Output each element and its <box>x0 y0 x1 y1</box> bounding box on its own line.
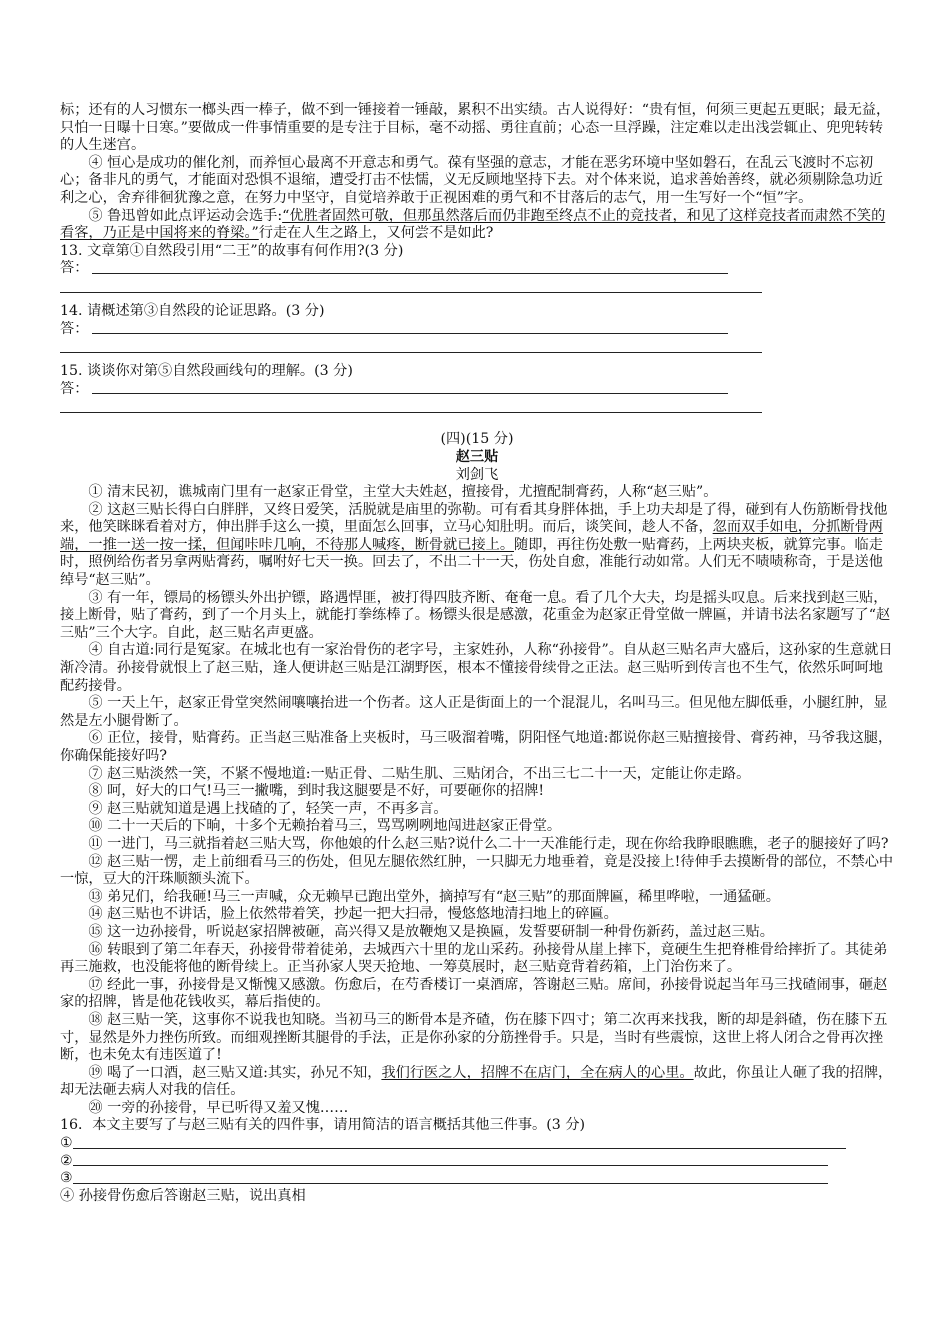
answer-label: ① <box>60 1135 73 1152</box>
question-15: 15. 谈谈你对第⑤自然段画线句的理解。(3 分) <box>60 363 353 380</box>
story-paragraph-9: ⑨ 赵三贴就知道是遇上找碴的了，轻笑一声，不再多言。 <box>88 800 448 817</box>
answer-label: 答： <box>60 260 89 277</box>
story-paragraph-11: ⑪ 一进门，马三就指着赵三贴大骂，你他娘的什么赵三贴?说什么二十一天准能行走，现在你给我睁眼瞧瞧，老子的腿接好了吗? <box>88 835 889 852</box>
answer-line[interactable] <box>73 1148 846 1149</box>
answer-line[interactable] <box>92 273 728 274</box>
answer-line[interactable] <box>92 393 728 394</box>
story-paragraph-8: ⑧ 呵，好大的口气!马三一撇嘴，到时我这腿要是不好，可要砸你的招牌! <box>88 783 545 800</box>
story-paragraph-12: ⑫ 赵三贴一愣，走上前细看马三的伤处，但见左腿依然红肿，一只脚无力地垂着，竟是没接上!待伸手去摸断骨的部位，不禁心中一惊，豆大的汗珠顺额头流下。 <box>60 853 894 888</box>
passage-paragraph-4: ④ 恒心是成功的催化剂，而养恒心最离不开意志和勇气。葆有坚强的意志，才能在恶劣环境中坚如磐石，在乱云飞渡时不忘初心；备非凡的勇气，才能面对恐惧不退缩，遭受打击不怯懦，义无反顾地坚持下去。对个体来说，追求善始善终，就必须剔除急功近利之心，舍弃徘徊犹豫之意，在努力中坚守，自觉培养敢于正视困难的勇气和不甘落后的志气，用一生写好一个“恒”字。 <box>60 154 883 206</box>
paragraph-19-tail: 故此，你虽让人砸了我的招牌，却无法砸去病人对我的信任。 <box>60 1064 893 1099</box>
paragraph-2-tail: 随即，再往伤处敷一贴膏药，上两块夹板，就算完事。临走时，照例给伤者另拿两贴膏药，嘱咐好七天一换。回去了，不出二十一天，伤处自愈，准能行动如常。人们无不啧啧称奇，于是送他绰号“赵三贴”。 <box>60 536 883 589</box>
answer-label: ② <box>60 1152 73 1169</box>
answer-line[interactable] <box>73 1183 828 1184</box>
story-paragraph-17: ⑰ 经此一事，孙接骨是又惭愧又感激。伤愈后，在芍香楼订一桌酒席，答谢赵三贴。席间，孙接骨说起当年马三找碴闹事，砸赵家的招牌，皆是他花钱收买，幕后指使的。 <box>60 976 888 1011</box>
story-paragraph-13: ⑬ 弟兄们，给我砸!马三一声喊，众无赖早已跑出堂外，摘掉写有“赵三贴”的那面牌匾，稀里哗啦，一通猛砸。 <box>88 888 780 905</box>
story-paragraph-5: ⑤ 一天上午，赵家正骨堂突然闹嚷嚷抬进一个伤者。这人正是街面上的一个混混儿，名叫马三。但见他左脚低垂，小腿红肿，显然是左小腿骨断了。 <box>60 695 888 729</box>
answer-row-15 <box>60 381 728 399</box>
answer-row-13 <box>60 260 728 278</box>
underlined-quote: “优胜者固然可敬，但那虽然落后而仍非跑至终点不止的竞技者，和见了这样竞技者而肃然不笑的看客，乃正是中国将来的脊梁。” <box>60 207 886 242</box>
story-paragraph-20: ⑳ 一旁的孙接骨，早已听得又羞又愧…… <box>88 1099 349 1116</box>
paragraph-2-lead: ② 这赵三贴长得白白胖胖，又终日爱笑，活脱就是庙里的弥勒。可有看其身胖体拙，手上功夫却是了得，碰到有人伤筋断骨找他来，他笑眯眯看着对方，伸出胖手这么一摸，里面怎么回事，立马心知肚明。而后，谈笑间，趁人不备， <box>60 501 888 536</box>
story-paragraph-7: ⑦ 赵三贴淡然一笑，不紧不慢地道:一贴正骨、二贴生肌、三贴闭合，不出三七二十一天，定能让你走路。 <box>88 765 751 782</box>
story-paragraph-6: ⑥ 正位，接骨，贴膏药。正当赵三贴准备上夹板时，马三吸溜着嘴，阴阳怪气地道:都说你赵三贴擅接骨、膏药神，马爷我这腿，你确保能接好吗? <box>60 730 893 764</box>
answer-row-16-1 <box>60 1135 846 1153</box>
story-author: 刘剑飞 <box>455 466 499 483</box>
exam-page <box>60 102 894 1205</box>
story-paragraph-14: ⑭ 赵三贴也不讲话，脸上依然带着笑，抄起一把大扫帚，慢悠悠地清扫地上的碎匾。 <box>88 906 618 923</box>
paragraph-5-tail: 行走在人生之路上，又何尝不是如此? <box>258 225 494 242</box>
answer-label: ③ <box>60 1170 73 1187</box>
answer-row-16-3 <box>60 1170 828 1188</box>
passage-paragraph-5 <box>60 208 894 243</box>
story-paragraph-16: ⑯ 转眼到了第二年春天，孙接骨带着徒弟，去城西六十里的龙山采药。孙接骨从崖上摔下，竟硬生生把脊椎骨给摔折了。其徒弟再三施救，也没能将他的断骨续上。正当孙家人哭天抢地、一筹莫展时，赵三贴竟背着药箱，上门治伤来了。 <box>60 941 888 976</box>
story-paragraph-1: ① 清末民初，谯城南门里有一赵家正骨堂，主堂大夫姓赵，擅接骨，尤擅配制膏药，人称“赵三贴”。 <box>88 484 718 501</box>
section-header: (四)(15 分) <box>440 431 514 448</box>
question-16: 16．本文主要写了与赵三贴有关的四件事，请用简洁的语言概括其他三件事。(3 分) <box>60 1117 586 1134</box>
paragraph-19-lead: ⑲ 喝了一口酒，赵三贴又道:其实，孙兄不知， <box>88 1064 382 1081</box>
answer-line[interactable] <box>92 333 728 334</box>
passage-paragraph-continued: 标；还有的人习惯东一榔头西一棒子，做不到一锤接着一锤敲，累积不出实绩。古人说得好：“贵有恒，何须三更起五更眠；最无益，只怕一日曝十日寒。”要做成一件事情重要的是专注于目标，毫不动摇、勇往直前；心态一旦浮躁，注定难以走出浅尝辄止、兜兜转转的人生迷宫。 <box>60 102 891 154</box>
underlined-sentence: 忽而双手如电，分抓断骨两端，一推一送一按一揉，但闻咔咔几响，不待那人喊疼，断骨就已接上。 <box>60 519 883 553</box>
answer-label: 答： <box>60 380 89 397</box>
story-paragraph-3: ③ 有一年，镖局的杨镖头外出护镖，路遇悍匪，被打得四肢齐断、奄奄一息。看了几个大夫，均是摇头叹息。后来找到赵三贴，接上断骨，贴了膏药，到了一个月头上，就能打拳练棒了。杨镖头很是感激，花重金为赵家正骨堂做一牌匾，并请书法名家题写了“赵三贴”三个大字。自此，赵三贴名声更盛。 <box>60 589 891 641</box>
answer-row-16-2 <box>60 1153 828 1171</box>
story-paragraph-4: ④ 自古道:同行是冤家。在城北也有一家治骨伤的老字号，主家姓孙，人称“孙接骨”。自从赵三贴名声大盛后，这孙家的生意就日渐冷清。孙接骨就恨上了赵三贴，逢人便讲赵三贴是江湖野医，根本不懂接骨续骨之正法。赵三贴听到传言也不生气，依然乐呵呵地配药接骨。 <box>60 642 893 694</box>
story-paragraph-2 <box>60 502 894 590</box>
story-paragraph-18: ⑱ 赵三贴一笑，这事你不说我也知晓。当初马三的断骨本是齐碴，伤在膝下四寸；第二次再来找我，断的却是斜碴，伤在膝下五寸，显然是外力挫伤所致。而细观挫断其腿骨的手法，正是你孙家的分筋挫骨手。只是，当时有些震惊，这世上将人闭合之骨再次挫断，也未免太有违医道了! <box>60 1011 888 1064</box>
story-title: 赵三贴 <box>455 448 499 465</box>
answer-line[interactable] <box>73 1165 828 1166</box>
answer-label: 答： <box>60 320 89 337</box>
story-paragraph-10: ⑩ 二十一天后的下晌，十多个无赖抬着马三，骂骂咧咧地闯进赵家正骨堂。 <box>88 818 562 835</box>
paragraph-5-lead: ⑤ 鲁迅曾如此点评运动会选手: <box>88 207 283 224</box>
answer-row-14 <box>60 321 728 339</box>
question-16-item-4: ④ 孙接骨伤愈后答谢赵三贴，说出真相 <box>60 1187 306 1204</box>
question-13: 13. 文章第①自然段引用“二王”的故事有何作用?(3 分) <box>60 242 404 259</box>
underlined-sentence: 我们行医之人，招牌不在店门，全在病人的心里。 <box>381 1064 694 1081</box>
question-14: 14. 请概述第③自然段的论证思路。(3 分) <box>60 302 325 319</box>
story-paragraph-19 <box>60 1065 894 1100</box>
story-paragraph-15: ⑮ 这一边孙接骨，听说赵家招牌被砸，高兴得又是放鞭炮又是换匾，发誓要研制一种骨伤新药，盖过赵三贴。 <box>88 923 774 940</box>
